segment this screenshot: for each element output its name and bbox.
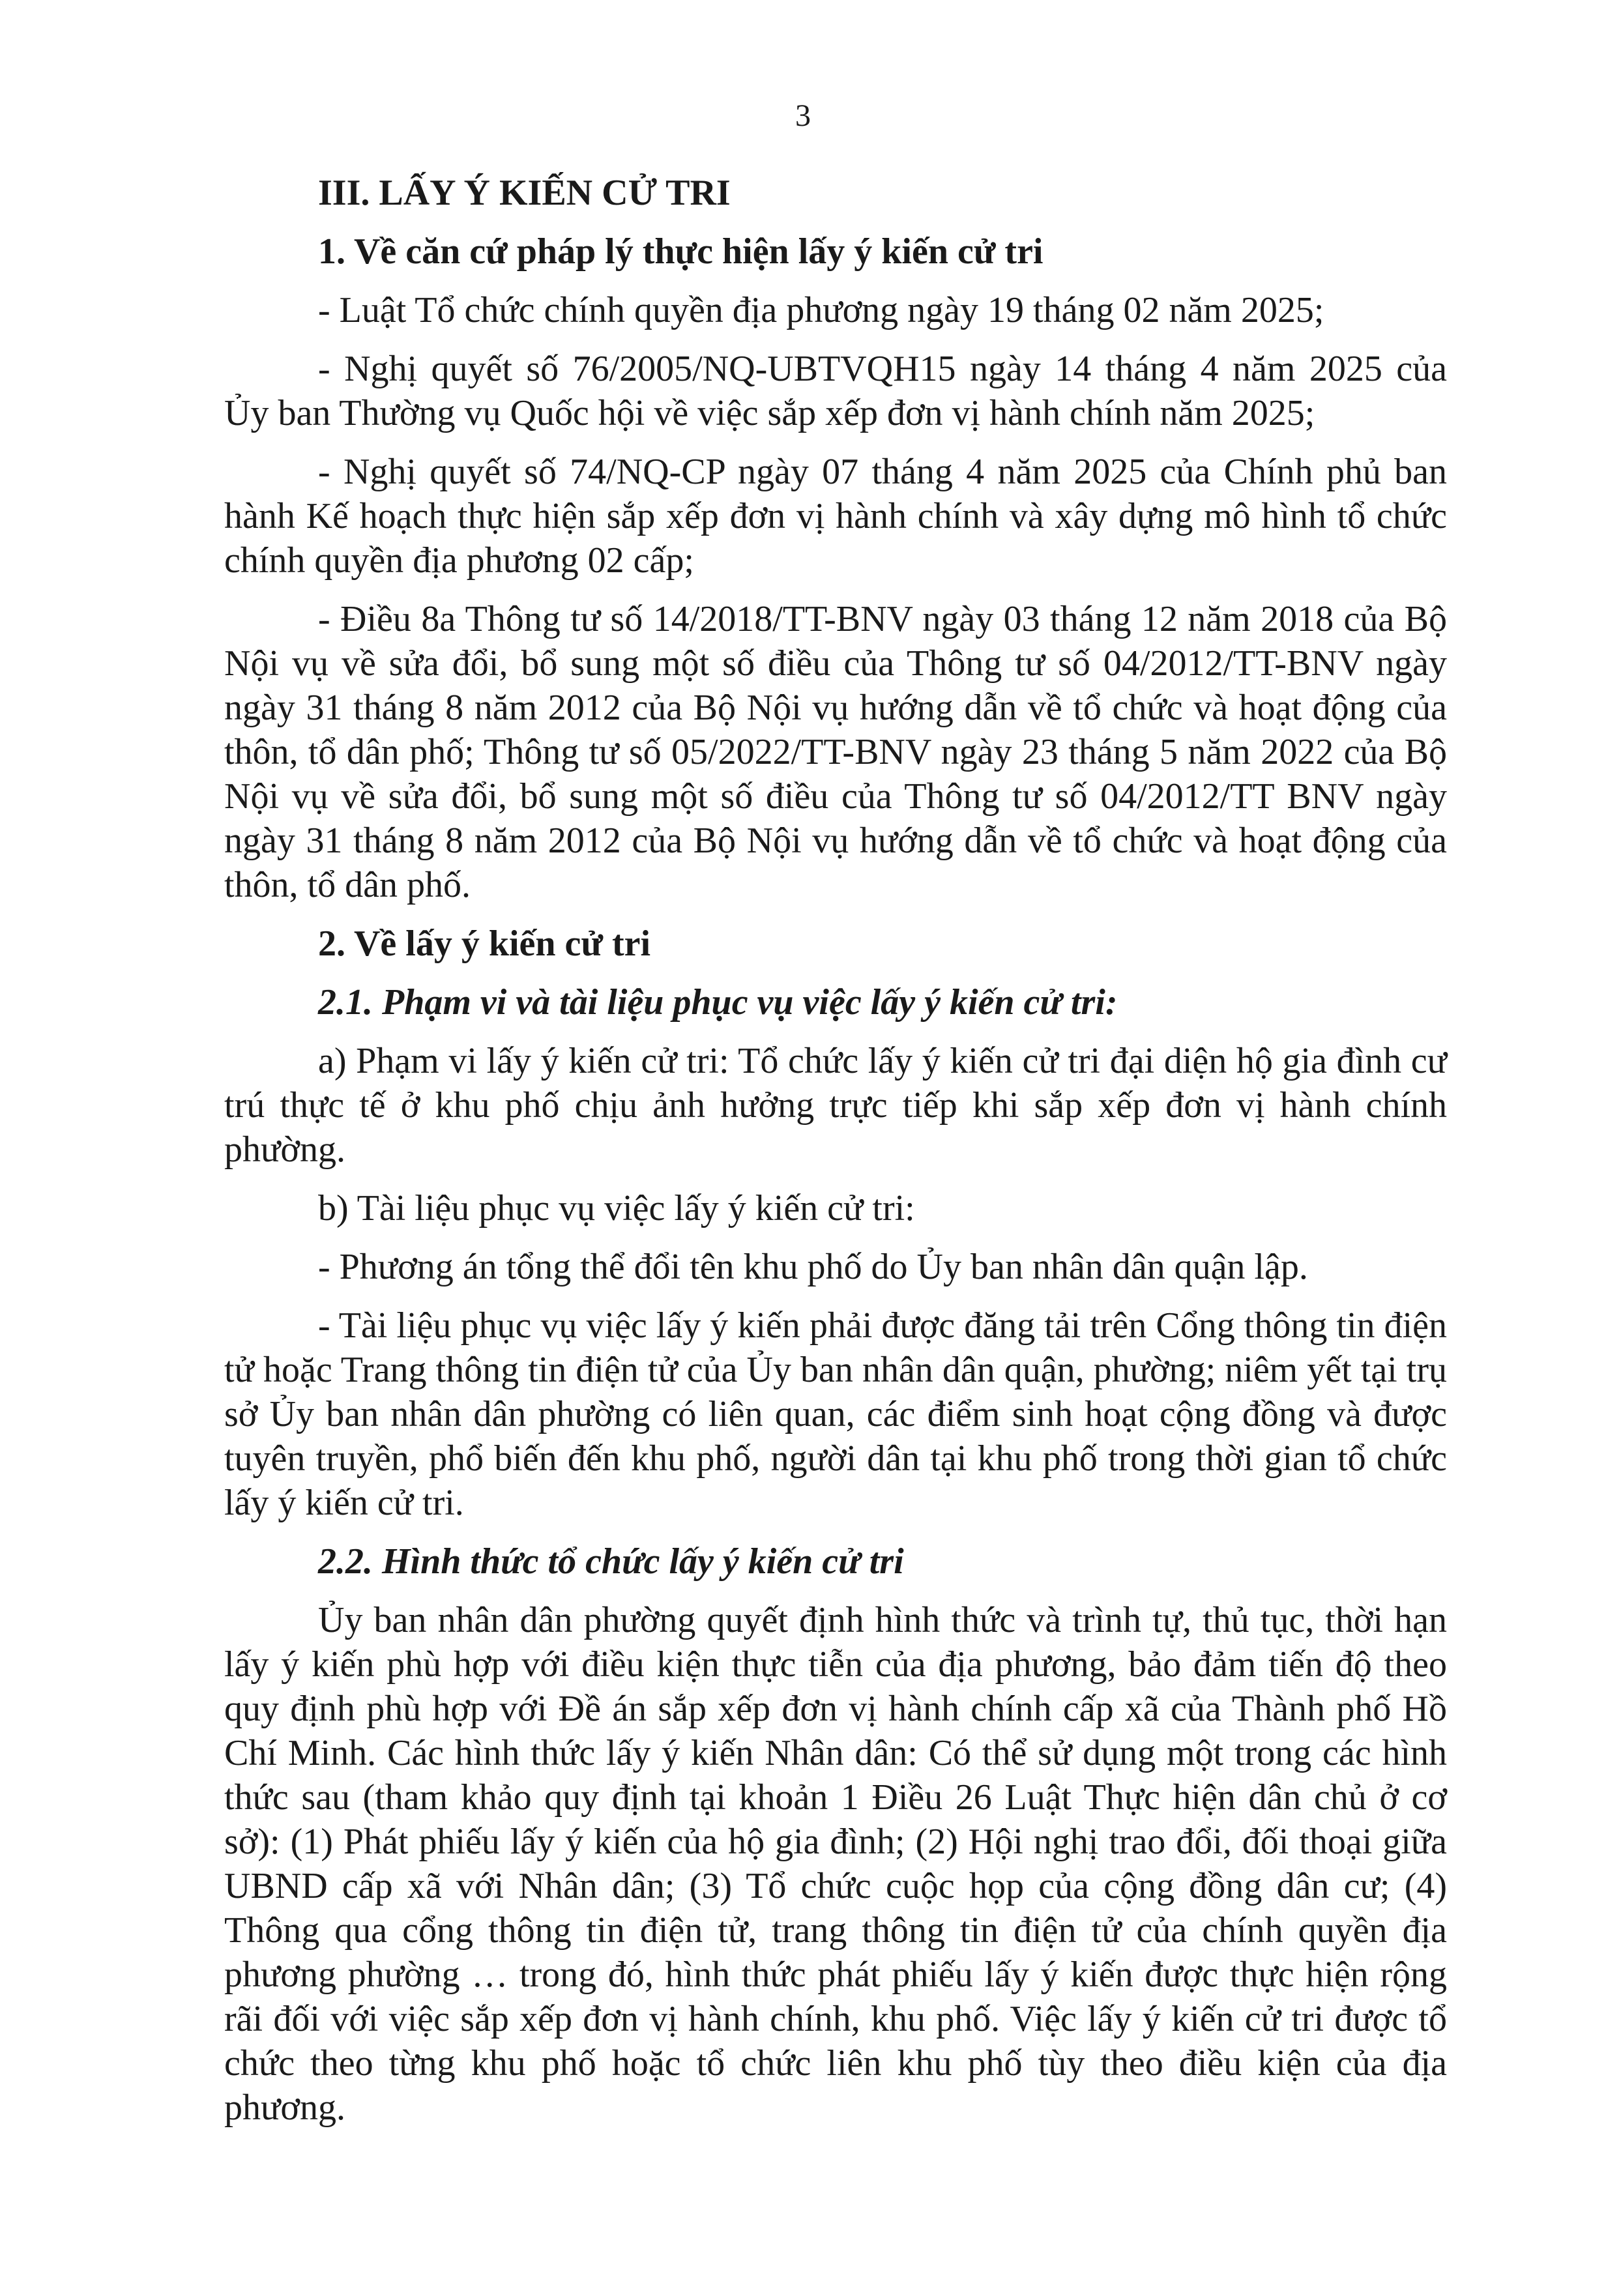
document-body bbox=[224, 171, 1447, 2144]
part-2-1-title: 2.1. Phạm vi và tài liệu phục vụ việc lấy ý kiến cử tri: bbox=[318, 982, 1118, 1023]
paragraph: - Phương án tổng thể đổi tên khu phố do Ủy ban nhân dân quận lập. bbox=[318, 1247, 1308, 1287]
subsection-1-title: 1. Về căn cứ pháp lý thực hiện lấy ý kiến cử tri bbox=[318, 231, 1044, 272]
legal-basis-item: - Luật Tổ chức chính quyền địa phương ngày 19 tháng 02 năm 2025; bbox=[318, 290, 1324, 330]
legal-basis-item: - Nghị quyết số 76/2005/NQ-UBTVQH15 ngày 14 tháng 4 năm 2025 của Ủy ban Thường vụ Quốc hội về việc sắp xếp đơn vị hành chính năm 2025; bbox=[224, 349, 1447, 433]
paragraph: Ủy ban nhân dân phường quyết định hình thức và trình tự, thủ tục, thời hạn lấy ý kiến phù hợp với điều kiện thực tiễn của địa phương, bảo đảm tiến độ theo quy định phù hợp với Đề án sắp xếp đơn vị hành chính cấp xã của Thành phố Hồ Chí Minh. Các hình thức lấy ý kiến Nhân dân: Có thể sử dụng một trong các hình thức sau (tham khảo quy định tại khoản 1 Điều 26 Luật Thực hiện dân chủ ở cơ sở): (1) Phát phiếu lấy ý kiến của hộ gia đình; (2) Hội nghị trao đổi, đối thoại giữa UBND cấp xã với Nhân dân; (3) Tổ chức cuộc họp của cộng đồng dân cư; (4) Thông qua cổng thông tin điện tử, trang thông tin điện tử của chính quyền địa phương phường … trong đó, hình thức phát phiếu lấy ý kiến được thực hiện rộng rãi đối với việc sắp xếp đơn vị hành chính, khu phố. Việc lấy ý kiến cử tri được tổ chức theo từng khu phố hoặc tổ chức liên khu phố tùy theo điều kiện của địa phương. bbox=[224, 1600, 1447, 2128]
paragraph: a) Phạm vi lấy ý kiến cử tri: Tổ chức lấy ý kiến cử tri đại diện hộ gia đình cư trú thực tế ở khu phố chịu ảnh hưởng trực tiếp khi sắp xếp đơn vị hành chính phường. bbox=[224, 1041, 1447, 1170]
page-number: 3 bbox=[795, 98, 811, 133]
section-title: III. LẤY Ý KIẾN CỬ TRI bbox=[318, 173, 731, 213]
paragraph: b) Tài liệu phục vụ việc lấy ý kiến cử tri: bbox=[318, 1188, 915, 1228]
part-2-2-title: 2.2. Hình thức tổ chức lấy ý kiến cử tri bbox=[318, 1541, 904, 1582]
legal-basis-item: - Điều 8a Thông tư số 14/2018/TT-BNV ngày 03 tháng 12 năm 2018 của Bộ Nội vụ về sửa đổi, bổ sung một số điều của Thông tư số 04/2012/TT-BNV ngày ngày 31 tháng 8 năm 2012 của Bộ Nội vụ hướng dẫn về tổ chức và hoạt động của thôn, tổ dân phố; Thông tư số 05/2022/TT-BNV ngày 23 tháng 5 năm 2022 của Bộ Nội vụ về sửa đổi, bổ sung một số điều của Thông tư số 04/2012/TT BNV ngày ngày 31 tháng 8 năm 2012 của Bộ Nội vụ hướng dẫn về tổ chức và hoạt động của thôn, tổ dân phố. bbox=[224, 599, 1447, 905]
subsection-2-title: 2. Về lấy ý kiến cử tri bbox=[318, 923, 651, 964]
paragraph: - Tài liệu phục vụ việc lấy ý kiến phải được đăng tải trên Cổng thông tin điện tử hoặc Trang thông tin điện tử của Ủy ban nhân dân quận, phường; niêm yết tại trụ sở Ủy ban nhân dân phường có liên quan, các điểm sinh hoạt cộng đồng và được tuyên truyền, phổ biến đến khu phố, người dân tại khu phố trong thời gian tổ chức lấy ý kiến cử tri. bbox=[224, 1305, 1447, 1523]
legal-basis-item: - Nghị quyết số 74/NQ-CP ngày 07 tháng 4 năm 2025 của Chính phủ ban hành Kế hoạch thực hiện sắp xếp đơn vị hành chính và xây dựng mô hình tổ chức chính quyền địa phương 02 cấp; bbox=[224, 452, 1447, 581]
